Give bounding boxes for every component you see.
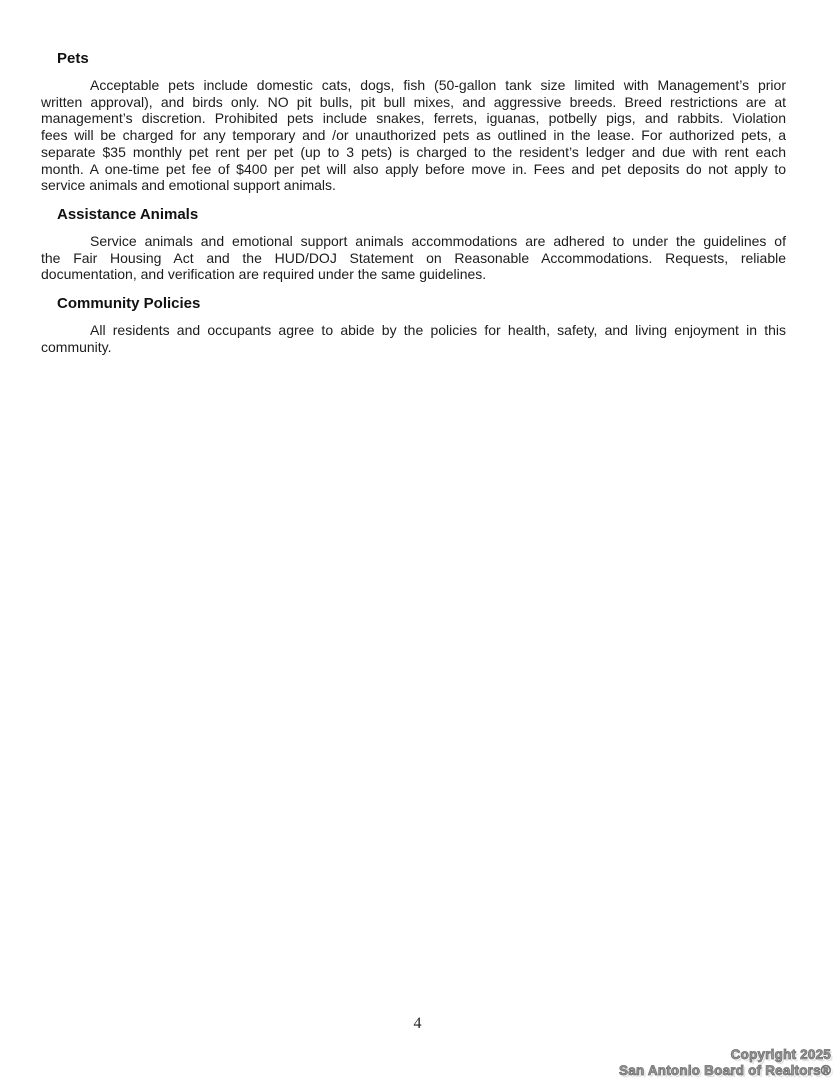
paragraph-line: month. A one-time pet fee of $400 per pet will also apply before move in. Fees and pet deposits do not apply to <box>41 160 786 177</box>
paragraph-line: the Fair Housing Act and the HUD/DOJ Statement on Reasonable Accommodations. Requests, reliable <box>41 249 786 266</box>
section-heading: Assistance Animals <box>57 205 199 223</box>
sections <box>41 49 786 355</box>
copyright-line-2: San Antonio Board of Realtors® <box>619 1063 831 1078</box>
document-section <box>41 205 786 283</box>
paragraph-line: All residents and occupants agree to abide by the policies for health, safety, and living enjoyment in this <box>90 322 786 339</box>
paragraph <box>41 77 786 194</box>
paragraph-line: Acceptable pets include domestic cats, dogs, fish (50-gallon tank size limited with Management’s prior <box>90 77 786 93</box>
document-section <box>41 49 786 194</box>
paragraph-line: service animals and emotional support animals. <box>41 177 336 194</box>
document-section <box>41 294 786 355</box>
paragraph <box>41 322 786 355</box>
paragraph-line: community. <box>41 338 112 355</box>
page-number: 4 <box>413 1015 422 1032</box>
paragraph-line: Service animals and emotional support animals accommodations are adhered to under the guidelines of <box>90 232 786 249</box>
paragraph-line: documentation, and verification are required under the same guidelines. <box>41 266 487 283</box>
paragraph-line: separate $35 monthly pet rent per pet (up to 3 pets) is charged to the resident’s ledger and due with rent each <box>41 143 786 160</box>
copyright-watermark <box>619 1047 831 1079</box>
paragraph-line: management’s discretion. Prohibited pets include snakes, ferrets, iguanas, potbelly pigs, and rabbits. Violation <box>41 110 786 127</box>
paragraph <box>41 233 786 283</box>
paragraph-line: written approval), and birds only. NO pit bulls, pit bull mixes, and aggressive breeds. Breed restrictions are at <box>41 93 786 110</box>
document-body <box>41 49 786 355</box>
section-heading: Pets <box>57 50 89 67</box>
paragraph-line: fees will be charged for any temporary and /or unauthorized pets as outlined in the lease. For authorized pets, a <box>41 127 786 144</box>
section-heading: Community Policies <box>57 295 201 313</box>
copyright-line-1: Copyright 2025 <box>730 1047 831 1062</box>
